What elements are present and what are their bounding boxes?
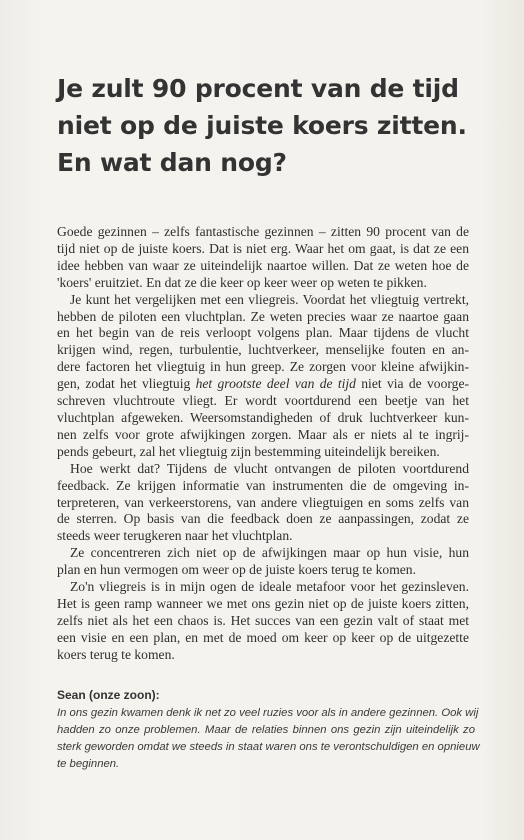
- heading-line: niet op de juiste koers zitten.: [57, 111, 467, 140]
- text-line: idee hebben van waar ze uiteindelijk naartoe willen. Dat ze weten hoe de: [57, 257, 469, 273]
- text-line: zelfs niet als het een chaos is. Het succes van een gezin valt of staat met: [57, 612, 469, 628]
- heading-line: Je zult 90 procent van de tijd: [57, 74, 459, 103]
- chapter-heading: [57, 70, 477, 181]
- text-line: en het begin van de reis verloopt volgens plan. Maar tijdens de vlucht: [57, 325, 469, 341]
- quote-author: Sean (onze zoon):: [57, 688, 160, 702]
- text-line: terpreteren, van verkeerstorens, van andere vliegtuigen en soms zelfs van: [57, 494, 469, 510]
- text-line: Zo'n vliegreis is in mijn ogen de ideale metafoor voor het gezinsleven.: [70, 579, 469, 595]
- text-line: plan en hun vermogen om weer op de juiste koers terug te komen.: [57, 562, 416, 578]
- text-line: 'koers' eruitziet. En dat ze die keer op keer weer op weten te pikken.: [57, 274, 427, 290]
- text-line: Het is geen ramp wanneer we met ons gezin niet op de juiste koers zitten,: [57, 595, 469, 611]
- text-line: pends gebeurt, zal het vliegtuig zijn bestemming uiteindelijk bereiken.: [57, 443, 440, 459]
- quote-line: hadden zo onze problemen. Maar de relaties binnen ons gezin zijn uiteindelijk zo: [57, 724, 475, 736]
- paragraph: [57, 292, 469, 461]
- quote-text: [57, 705, 480, 773]
- text-line: Ze concentreren zich niet op de afwijkingen maar op hun visie, hun: [70, 545, 469, 561]
- text-line: krijgen wind, regen, turbulentie, luchtverkeer, menselijke fouten en an-: [57, 342, 469, 358]
- text-line: koers terug te komen.: [57, 646, 175, 662]
- quote-line: te beginnen.: [57, 758, 120, 770]
- quote-block: [57, 687, 480, 773]
- text-line: gen, zodat het vliegtuig het grootste deel van de tijd niet via de voorge-: [57, 376, 469, 392]
- heading-line: En wat dan nog?: [57, 148, 287, 177]
- quote-line: In ons gezin kwamen denk ik net zo veel ruzies voor als in andere gezinnen. Ook wij: [57, 707, 479, 719]
- text-line: dere factoren het vliegtuig in hun greep. Ze zorgen voor kleine afwijkin-: [57, 359, 469, 375]
- text-line: tijd niet op de juiste koers. Dat is niet erg. Waar het om gaat, is dat ze een: [57, 240, 469, 256]
- text-line: schreven vluchtroute vliegt. Er wordt voortdurend een beetje van het: [57, 393, 469, 409]
- text-line: feedback. Ze krijgen informatie van instrumenten die de omgeving in-: [57, 477, 469, 493]
- text-line: een visie en een plan, en met de moed om keer op keer op de uitgezette: [57, 629, 469, 645]
- text-line: Je kunt het vergelijken met een vliegreis. Voordat het vliegtuig vertrekt,: [70, 291, 469, 307]
- text-line: Hoe werkt dat? Tijdens de vlucht ontvangen de piloten voortdurend: [70, 460, 469, 476]
- text-line: steeds weer terugkeren naar het vluchtplan.: [57, 528, 293, 544]
- emphasis-text: het grootste deel van de tijd: [195, 376, 356, 392]
- paragraph: [57, 461, 469, 546]
- text-line: de sterren. Op basis van die feedback doen ze aanpassingen, zodat ze: [57, 511, 469, 527]
- text-line: vluchtplan afgeweken. Weersomstandigheden of druk luchtverkeer kun-: [57, 409, 469, 425]
- paragraph: [57, 545, 469, 579]
- paragraph: [57, 579, 469, 664]
- body-text: [57, 224, 469, 664]
- text-line: hebben de piloten een vluchtplan. Ze weten precies waar ze naartoe gaan: [57, 308, 469, 324]
- paragraph: [57, 224, 469, 292]
- text-line: nen zelfs voor grote afwijkingen zorgen. Maar als er niets al te ingrij-: [57, 426, 469, 442]
- text-line: Goede gezinnen – zelfs fantastische gezinnen – zitten 90 procent van de: [57, 224, 469, 239]
- quote-line: sterk geworden omdat we steeds in staat waren ons te verontschuldigen en opnieuw: [57, 741, 480, 753]
